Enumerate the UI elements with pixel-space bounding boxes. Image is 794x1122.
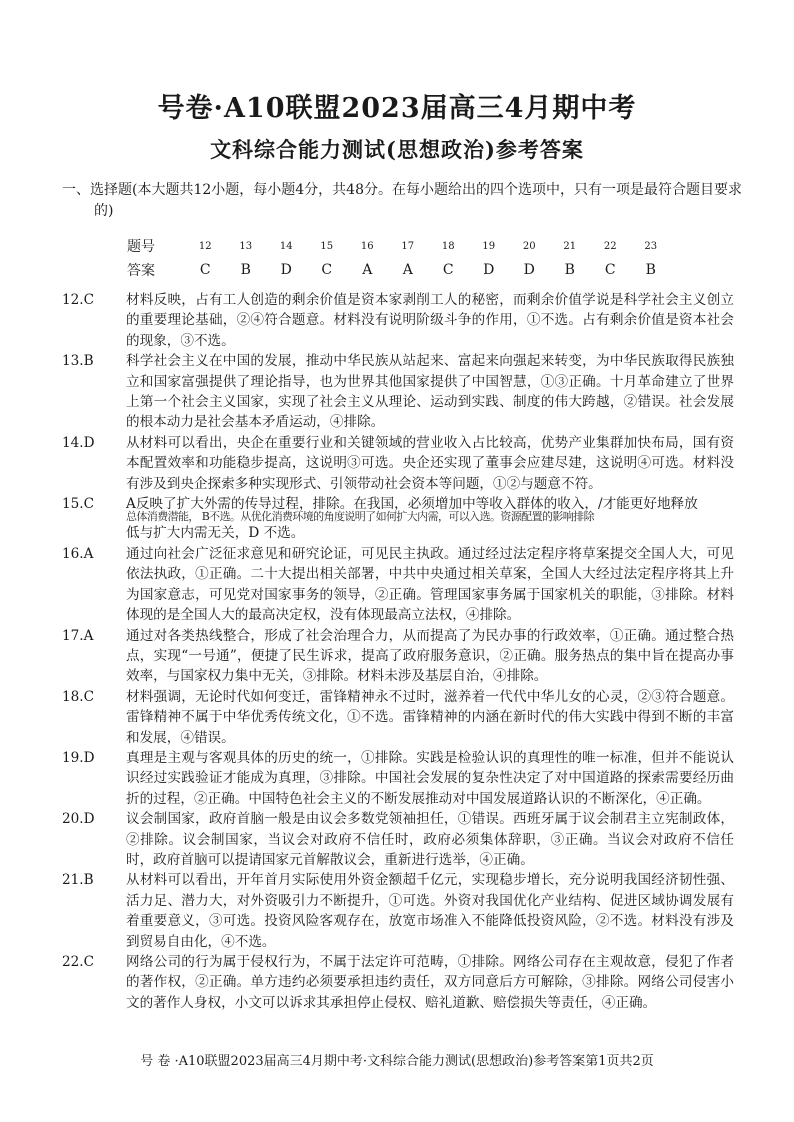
answer-number: 16.A — [62, 545, 94, 562]
answer-letter: C — [604, 262, 616, 278]
question-number: 17 — [401, 240, 415, 252]
answer-explanation-15 — [62, 494, 734, 544]
answer-number: 12.C — [62, 292, 95, 308]
row-label-answers: 答案 — [127, 263, 155, 279]
answer-text-line: 低与扩大内需无关，D 不选。 — [126, 525, 305, 542]
answer-letter: C — [321, 262, 333, 278]
question-number: 19 — [482, 240, 496, 252]
answer-text: 通过向社会广泛征求意见和研究论证，可见民主执政。通过经过法定程序将草案提交全国人大，可见依法执政，①正确。二十大提出相关部署，中共中央通过相关草案，全国人大经过法定程序将其上升为国家意志，可见党对国家事务的领导，②正确。管理国家事务属于国家机关的职能，③排除。材料体现的是全国人大的最高决定权，没有体现最高立法权，④排除。 — [126, 545, 734, 624]
answer-number: 20.D — [62, 811, 95, 828]
question-number: 15 — [320, 240, 334, 252]
question-number: 14 — [279, 240, 293, 252]
answer-letter: D — [523, 262, 535, 278]
answer-letter: B — [645, 262, 656, 278]
answer-letter: C — [199, 262, 211, 278]
answer-letter: D — [483, 262, 495, 278]
answer-explanations — [62, 290, 734, 1013]
question-number: 18 — [441, 240, 455, 252]
answer-explanation-12 — [62, 290, 734, 351]
answer-number: 13.B — [62, 353, 94, 370]
answer-text-overlap-line: 总体消费潜能， B不选。从优化消费环境的角度说明了如何扩大内需，可以入选。资源配置的影响排除 — [126, 510, 594, 524]
answer-text: 材料反映，占有工人创造的剩余价值是资本家剥削工人的秘密，而剩余价值学说是科学社会主义创立的重要理论基础，②④符合题意。材料没有说明阶级斗争的作用，①不选。占有剩余价值是资本社会的现象，③不选。 — [126, 292, 734, 349]
question-number: 12 — [198, 240, 212, 252]
answer-explanation-17 — [62, 626, 734, 687]
answer-text: 真理是主观与客观具体的历史的统一，①排除。实践是检验认识的真理性的唯一标准，但并不能说认识经过实践验证才能成为真理，③排除。中国社会发展的复杂性决定了对中国道路的探索需要经历曲折的过程，②正确。中国特色社会主义的不断发展推动对中国发展道路认识的不断深化，④正确。 — [126, 749, 734, 807]
question-number: 21 — [563, 240, 577, 252]
answer-explanation-13 — [62, 351, 734, 433]
answer-letter: D — [280, 262, 292, 278]
answer-text-line: A反映了扩大外需的传导过程，排除。在我国，必须增加中等收入群体的收入，/才能更好地释放 — [126, 496, 698, 513]
answer-text: 议会制国家，政府首脑一般是由议会多数党领袖担任，①错误。西班牙属于议会制君主立宪制政体，②排除。议会制国家，当议会对政府不信任时，政府必须集体辞职，③正确。当议会对政府不信任时，政府首脑可以提请国家元首解散议会，重新进行选举，④正确。 — [126, 811, 734, 868]
answer-letter: A — [402, 262, 413, 278]
answer-explanation-14 — [62, 433, 734, 494]
answer-row — [127, 258, 671, 282]
answer-number: 14.D — [62, 434, 95, 451]
answer-number: 15.C — [62, 496, 95, 513]
question-number-row — [127, 234, 671, 258]
answer-letter: A — [362, 262, 373, 278]
page-subtitle: 文科综合能力测试(思想政治)参考答案 — [210, 137, 584, 162]
answer-explanation-20 — [62, 809, 734, 870]
answer-number: 17.A — [62, 627, 94, 644]
page-footer: 号 卷 ·A10联盟2023届高三4月期中考·文科综合能力测试(思想政治)参考答案第1页共2页 — [140, 1054, 654, 1069]
answer-text: 从材料可以看出，开年首月实际使用外资金额超千亿元，实现稳步增长，充分说明我国经济韧性强、活力足、潜力大，对外资吸引力不断提升，①可选。外资对我国优化产业结构、促进区域协调发展有着重要意义，③可选。投资风险客观存在，放宽市场准入不能降低投资风险，②不选。材料没有涉及到贸易自由化，④不选。 — [126, 872, 734, 950]
answer-key-table — [127, 234, 671, 282]
row-label-numbers: 题号 — [127, 239, 155, 255]
answer-text: 从材料可以看出，央企在重要行业和关键领域的营业收入占比较高，优势产业集群加快布局，国有资本配置效率和功能稳步提高，这说明③可选。央企还实现了董事会应建尽建，这说明④可选。材料没有涉及到央企探索多种实现形式、引领带动社会资本等问题，①②与题意不符。 — [126, 434, 734, 492]
question-number: 20 — [522, 240, 536, 252]
answer-letter: C — [442, 262, 454, 278]
answer-explanation-16 — [62, 544, 734, 626]
question-number: 16 — [360, 240, 374, 252]
answer-explanation-19 — [62, 748, 734, 809]
question-number: 22 — [603, 240, 617, 252]
answer-letter: B — [564, 262, 575, 278]
answer-number: 19.D — [62, 749, 95, 766]
answer-letter: B — [240, 262, 251, 278]
answer-text: 通过对各类热线整合，形成了社会治理合力，从而提高了为民办事的行政效率，①正确。通过整合热点，实现“一号通”，便捷了民生诉求，提高了政府服务意识，②正确。服务热点的集中旨在提高办事效率，与国家权力集中无关，③排除。材料未涉及基层自治，④排除。 — [126, 627, 734, 685]
answer-explanation-21 — [62, 870, 734, 952]
question-number: 23 — [644, 240, 658, 252]
answer-explanation-18 — [62, 687, 734, 748]
answer-text: 材料强调，无论时代如何变迁，雷锋精神永不过时，滋养着一代代中华儿女的心灵，②③符合题意。雷锋精神不属于中华优秀传统文化，①不选。雷锋精神的内涵在新时代的伟大实践中得到不断的丰富和发展，④错误。 — [126, 688, 734, 746]
answer-explanation-22 — [62, 952, 734, 1013]
answer-number: 21.B — [62, 872, 94, 889]
answer-number: 22.C — [62, 954, 95, 970]
section-heading: 一、选择题(本大题共12小题，每小题4分，共48分。在每小题给出的四个选项中，只有一项是最符合题目要求的) — [62, 182, 742, 219]
question-number: 13 — [239, 240, 253, 252]
answer-number: 18.C — [62, 688, 95, 705]
answer-text: 网络公司的行为属于侵权行为，不属于法定许可范畴，①排除。网络公司存在主观故意，侵犯了作者的著作权，②正确。单方违约必须要承担违约责任，双方同意后方可解除，③排除。网络公司侵害小文的著作人身权，小文可以诉求其承担停止侵权、赔礼道歉、赔偿损失等责任，④正确。 — [126, 954, 734, 1011]
answer-text — [126, 494, 734, 544]
page-title: 号卷·A10联盟2023届高三4月期中考 — [157, 93, 637, 124]
answer-text: 科学社会主义在中国的发展，推动中华民族从站起来、富起来向强起来转变，为中华民族取得民族独立和国家富强提供了理论指导，也为世界其他国家提供了中国智慧，①③正确。十月革命建立了世界上第一个社会主义国家，实现了社会主义从理论、运动到实践、制度的伟大跨越，②错误。社会发展的根本动力是社会基本矛盾运动，④排除。 — [126, 353, 734, 431]
